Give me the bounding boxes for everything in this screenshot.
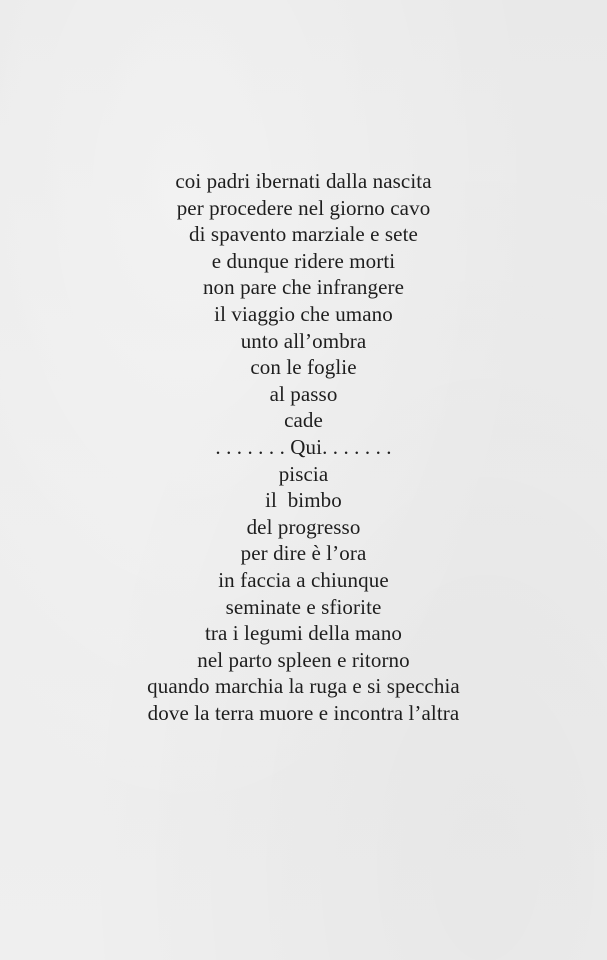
poem-line: il viaggio che umano [214, 301, 393, 326]
poem-line-qui: . . . . . . . Qui. . . . . . . [215, 434, 392, 459]
poem-line: il bimbo [265, 488, 342, 513]
poem-line: per procedere nel giorno cavo [176, 195, 431, 220]
poem-line: seminate e sfiorite [225, 594, 382, 619]
poem-line: quando marchia la ruga e si specchia [147, 674, 460, 699]
poem-line: unto all’ombra [240, 328, 367, 353]
poem-line: cade [284, 408, 323, 433]
poem-line: tra i legumi della mano [204, 621, 403, 646]
poem-line: dove la terra muore e incontra l’altra [147, 700, 460, 725]
poem-line: piscia [278, 461, 329, 486]
poem-text [0, 168, 607, 726]
poem-line: coi padri ibernati dalla nascita [175, 169, 432, 193]
poem-line: e dunque ridere morti [211, 248, 396, 273]
poem-line: nel parto spleen e ritorno [197, 647, 410, 672]
poem-line: non pare che infrangere [202, 275, 405, 300]
poem-line: per dire è l’ora [240, 541, 367, 566]
poem-line: al passo [269, 381, 338, 406]
poem-line: del progresso [246, 514, 361, 539]
poem-line: con le foglie [250, 355, 357, 380]
poem-line: di spavento marziale e sete [189, 222, 418, 247]
poem-line: in faccia a chiunque [218, 567, 389, 592]
